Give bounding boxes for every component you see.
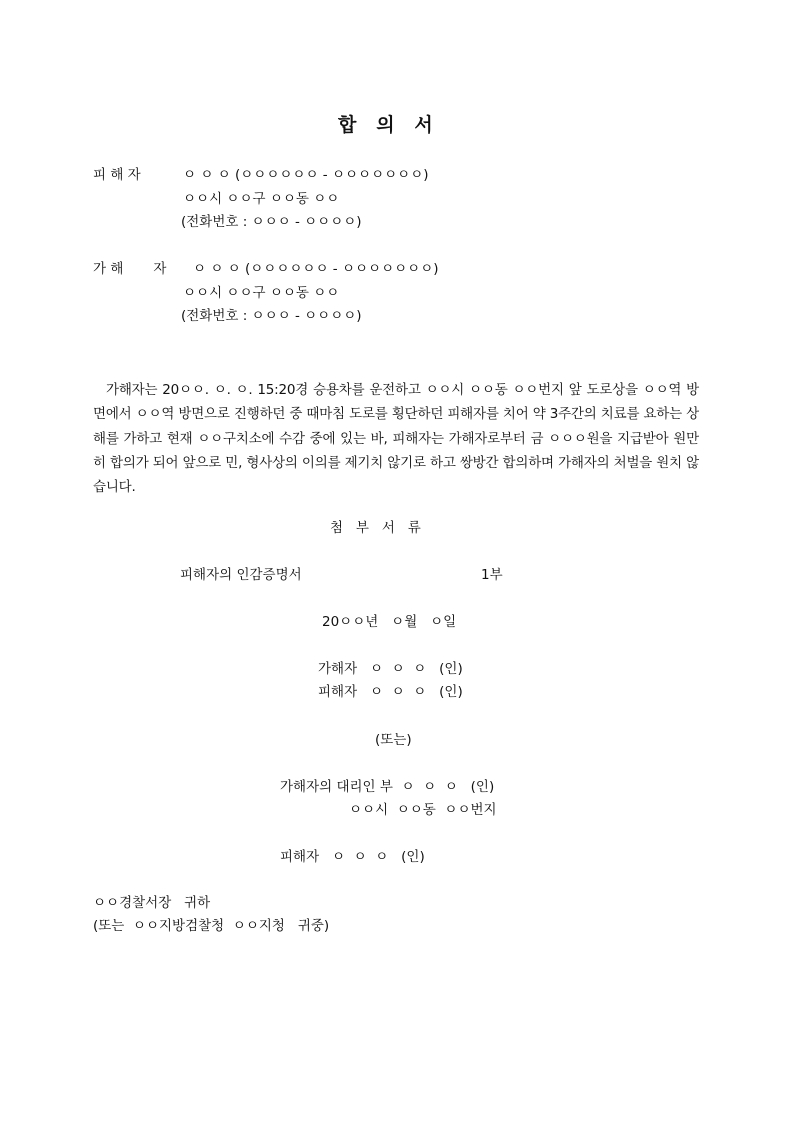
- offender-address: ㅇㅇ시 ㅇㅇ구 ㅇㅇ동 ㅇㅇ: [183, 285, 340, 301]
- attachments-heading: 첨 부 서 류: [330, 520, 421, 536]
- attachment-item-name: 피해자의 인감증명서: [180, 567, 302, 583]
- attachment-item-count: 1부: [481, 567, 503, 583]
- offender-name-id: ㅇ ㅇ ㅇ (ㅇㅇㅇㅇㅇㅇ - ㅇㅇㅇㅇㅇㅇㅇ): [193, 261, 439, 277]
- victim-name-id: ㅇ ㅇ ㅇ (ㅇㅇㅇㅇㅇㅇ - ㅇㅇㅇㅇㅇㅇㅇ): [183, 167, 429, 183]
- offender-signature: 가해자 ㅇ ㅇ ㅇ (인): [318, 661, 463, 677]
- recipient-line-1: ㅇㅇ경찰서장 귀하: [93, 895, 211, 911]
- agent-address: ㅇㅇ시 ㅇㅇ동 ㅇㅇ번지: [349, 802, 497, 818]
- victim-signature: 피해자 ㅇ ㅇ ㅇ (인): [318, 684, 463, 700]
- victim-signature-2: 피해자 ㅇ ㅇ ㅇ (인): [280, 849, 425, 865]
- offender-label: 가 해 자: [93, 261, 167, 277]
- offender-phone: (전화번호 : ㅇㅇㅇ - ㅇㅇㅇㅇ): [181, 308, 362, 324]
- victim-label: 피 해 자: [93, 167, 141, 183]
- victim-phone: (전화번호 : ㅇㅇㅇ - ㅇㅇㅇㅇ): [181, 214, 362, 230]
- agent-signature: 가해자의 대리인 부 ㅇ ㅇ ㅇ (인): [280, 779, 495, 795]
- document-title: 합 의 서: [338, 114, 433, 136]
- document-date: 20ㅇㅇ년 ㅇ월 ㅇ일: [322, 614, 457, 630]
- agreement-body: 가해자는 20ㅇㅇ. ㅇ. ㅇ. 15:20경 승용차를 운전하고 ㅇㅇ시 ㅇㅇ동 ㅇㅇ번지 앞 도로상을 ㅇㅇ역 방면에서 ㅇㅇ역 방면으로 진행하던 중 때마침 도로를 횡단하던 피해자를 치어 약 3주간의 치료를 요하는 상해를 가하고 현재 ㅇㅇ구치소에 수감 중에 있는 바, 피해자는 가해자로부터 금 ㅇㅇㅇ원을 지급받아 원만히 합의가 되어 앞으로 민, 형사상의 이의를 제기치 않기로 하고 쌍방간 합의하며 가해자의 처벌을 원치 않습니다.: [93, 382, 699, 496]
- recipient-line-2: (또는 ㅇㅇ지방검찰청 ㅇㅇ지청 귀중): [93, 918, 330, 934]
- victim-address: ㅇㅇ시 ㅇㅇ구 ㅇㅇ동 ㅇㅇ: [183, 191, 340, 207]
- or-separator: (또는): [375, 732, 412, 748]
